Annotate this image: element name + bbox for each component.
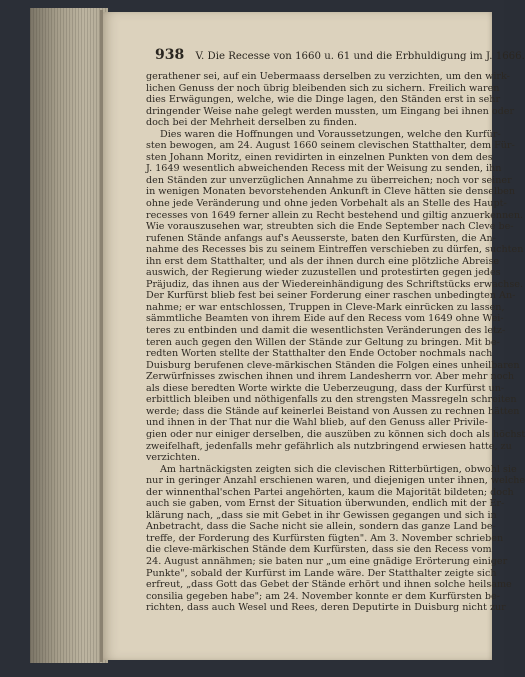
text-line: gerathener sei, auf ein Uebermaass derselben zu verzichten, um den wirk- bbox=[146, 71, 510, 82]
book-spine bbox=[100, 10, 103, 662]
text-line: sten bewogen, am 24. August 1660 seinem clevischen Statthalter, dem Für- bbox=[146, 140, 515, 152]
text-line: und ihnen in der That nur die Wahl blieb, auf den Genuss aller Privile- bbox=[146, 417, 488, 429]
text-line: gien oder nur einiger derselben, die auszüben zu können sich doch als höchst bbox=[146, 428, 525, 440]
text-line: auswich, der Regierung wieder zuzustellen und protestirten gegen jedes bbox=[146, 267, 501, 279]
text-line: Duisburg berufenen cleve-märkischen Ständen die Folgen eines unheilbaren bbox=[146, 359, 520, 371]
text-line: Punkte", sobald der Kurfürst im Lande wäre. Der Statthalter zeigte sich bbox=[146, 567, 497, 579]
running-title: V. Die Recesse von 1660 u. 61 und die Erbhuldigung im J. 1666. bbox=[195, 51, 525, 62]
text-line: Am hartnäckigsten zeigten sich die clevischen Ritterbürtigen, obwohl sie bbox=[160, 463, 517, 475]
text-line: teren auch gegen den Willen der Stände zur Geltung zu bringen. Mit be- bbox=[146, 336, 500, 348]
text-line: sämmtliche Beamten von ihrem Eide auf den Recess vom 1649 ohne Wei- bbox=[146, 313, 504, 325]
text-line: Der Kurfürst blieb fest bei seiner Forderung einer raschen unbedingten An- bbox=[146, 290, 516, 302]
text-line: den Ständen zur unverzüglichen Annahme zu überreichen; noch vor seiner bbox=[146, 174, 512, 186]
text-line: dies Erwägungen, welche, wie die Dinge lagen, den Ständen erst in sehr bbox=[146, 94, 501, 106]
text-line: der winnenthal'schen Partei angehörten, kaum die Majorität bildeten; doch bbox=[146, 486, 514, 498]
text-line: Präjudiz, das ihnen aus der Wiedereinhändigung des Schriftstücks erwachse. bbox=[146, 278, 524, 290]
text-line: nur in geringer Anzahl erschienen waren, und diejenigen unter ihnen, welche bbox=[146, 475, 525, 487]
text-line: ihn erst dem Statthalter, und als der ihnen durch eine plötzliche Abreise bbox=[146, 255, 500, 267]
text-line: verzichten. bbox=[146, 452, 201, 464]
text-line: als diese beredten Worte wirkte die Ueberzeugung, dass der Kurfürst un- bbox=[146, 382, 505, 394]
book-page-edge-lines bbox=[30, 8, 108, 663]
text-line: ohne jede Veränderung und ohne jeden Vorbehalt als an Stelle des Haupt- bbox=[146, 198, 507, 210]
text-line: Anbetracht, dass die Sache nicht sie allein, sondern das ganze Land be- bbox=[146, 521, 496, 533]
text-line: consilia gegeben habe"; am 24. November konnte er dem Kurfürsten be- bbox=[146, 590, 500, 602]
text-line: J. 1649 wesentlich abweichenden Recess mit der Weisung zu senden, ihn bbox=[146, 163, 502, 175]
text-line: erbittlich bleiben und nöthigenfalls zu den strengsten Massregeln schreiten bbox=[146, 394, 517, 406]
text-line: rufenen Stände anfangs auf's Aeusserste, baten den Kurfürsten, die An- bbox=[146, 232, 496, 244]
text-line: die cleve-märkischen Stände dem Kurfürsten, dass sie den Recess vom bbox=[146, 544, 492, 556]
text-line: lichen Genuss der noch übrig bleibenden sich zu sichern. Freilich waren bbox=[146, 82, 500, 94]
text-line: Wie vorauszusehen war, streubten sich die Ende September nach Cleve be- bbox=[146, 221, 514, 233]
text-line: in wenigen Monaten bevorstehenden Ankunft in Cleve hätten sie denselben bbox=[146, 186, 516, 198]
text-line: Zerwürfnisses zwischen ihnen und ihrem Landesherrn vor. Aber mehr noch bbox=[146, 371, 515, 383]
text-line: doch bei der Mehrheit derselben zu finden. bbox=[146, 117, 358, 129]
text-line: richten, dass auch Wesel und Rees, deren Deputirte in Duisburg nicht zur bbox=[146, 602, 506, 614]
running-header bbox=[155, 47, 525, 63]
page-number: 938 bbox=[155, 47, 185, 63]
text-line: erfreut, „dass Gott das Gebet der Stände erhört und ihnen solche heilsame bbox=[146, 579, 512, 591]
text-line: klärung nach, „dass sie mit Gebet in ihr Gewissen gegangen und sich in bbox=[146, 509, 497, 521]
body-text bbox=[146, 71, 525, 614]
text-line: Dies waren die Hoffnungen und Voraussetzungen, welche den Kurfür- bbox=[160, 128, 501, 140]
text-line: sten Johann Moritz, einen revidirten in einzelnen Punkten von dem des bbox=[146, 151, 493, 163]
text-line: nahme des Recesses bis zu seinem Eintreffen verschieben zu dürfen, suchten bbox=[146, 244, 524, 256]
text-line: 24. August annähmen; sie baten nur „um eine gnädige Erörterung einiger bbox=[146, 555, 508, 567]
text-line: auch sie gaben, vom Ernst der Situation überwunden, endlich mit der Er- bbox=[146, 498, 505, 510]
text-line: teres zu entbinden und damit die wesentlichsten Veränderungen des letz- bbox=[146, 325, 506, 337]
text-line: treffe, der Forderung des Kurfürsten fügten". Am 3. November schrieben bbox=[146, 532, 504, 544]
text-line: redten Worten stellte der Statthalter den Ende October nochmals nach bbox=[146, 348, 493, 360]
text-line: nahme; er war entschlossen, Truppen in Cleve-Mark einrücken zu lassen, bbox=[146, 301, 505, 313]
text-line: recesses von 1649 ferner allein zu Recht bestehend und giltig anzuerkennen. bbox=[146, 209, 524, 221]
text-line: zweifelhaft, jedenfalls mehr gefährlich als nutzbringend erwiesen hatte, zu bbox=[146, 440, 512, 452]
text-line: werde; dass die Stände auf keinerlei Beistand von Aussen zu rechnen hätten bbox=[146, 405, 520, 417]
text-line: dringender Weise nahe gelegt werden mussten, um Eingang bei ihnen oder bbox=[146, 105, 515, 117]
